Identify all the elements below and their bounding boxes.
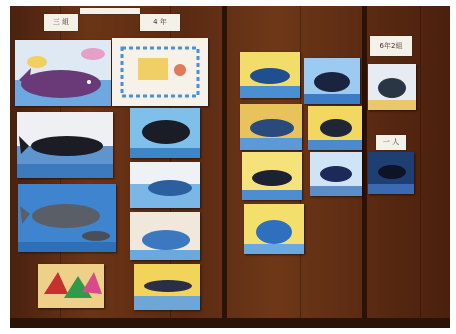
whale-drawing: [368, 64, 416, 110]
wall-panel-seam: [222, 6, 227, 328]
whale-drawing: [242, 152, 302, 200]
whale-drawing: [130, 162, 200, 208]
whale-drawing: [18, 184, 116, 252]
whale-drawing: [38, 264, 104, 308]
whale-drawing: [308, 106, 362, 150]
whale-drawing: [244, 204, 304, 254]
class-label: 4 年: [140, 14, 180, 31]
whale-drawing: [112, 38, 208, 106]
whale-drawing: [240, 52, 300, 98]
class-label: 6年2組: [370, 36, 412, 56]
class-label: 一 人: [376, 135, 406, 150]
whale-drawing: [310, 152, 362, 196]
whale-drawing: [130, 108, 200, 158]
whale-drawing: [15, 40, 111, 106]
whale-drawing: [17, 112, 113, 178]
paper-strip: [80, 8, 140, 14]
whale-drawing: [304, 58, 360, 104]
class-label: 三 組: [44, 14, 78, 31]
whale-drawing: [130, 212, 200, 260]
whale-drawing: [134, 264, 200, 310]
whale-drawing: [368, 152, 414, 194]
wood-grain: [420, 6, 421, 328]
whale-drawing: [240, 104, 302, 150]
wall-panel-seam: [362, 6, 367, 328]
floor-edge: [10, 318, 450, 328]
